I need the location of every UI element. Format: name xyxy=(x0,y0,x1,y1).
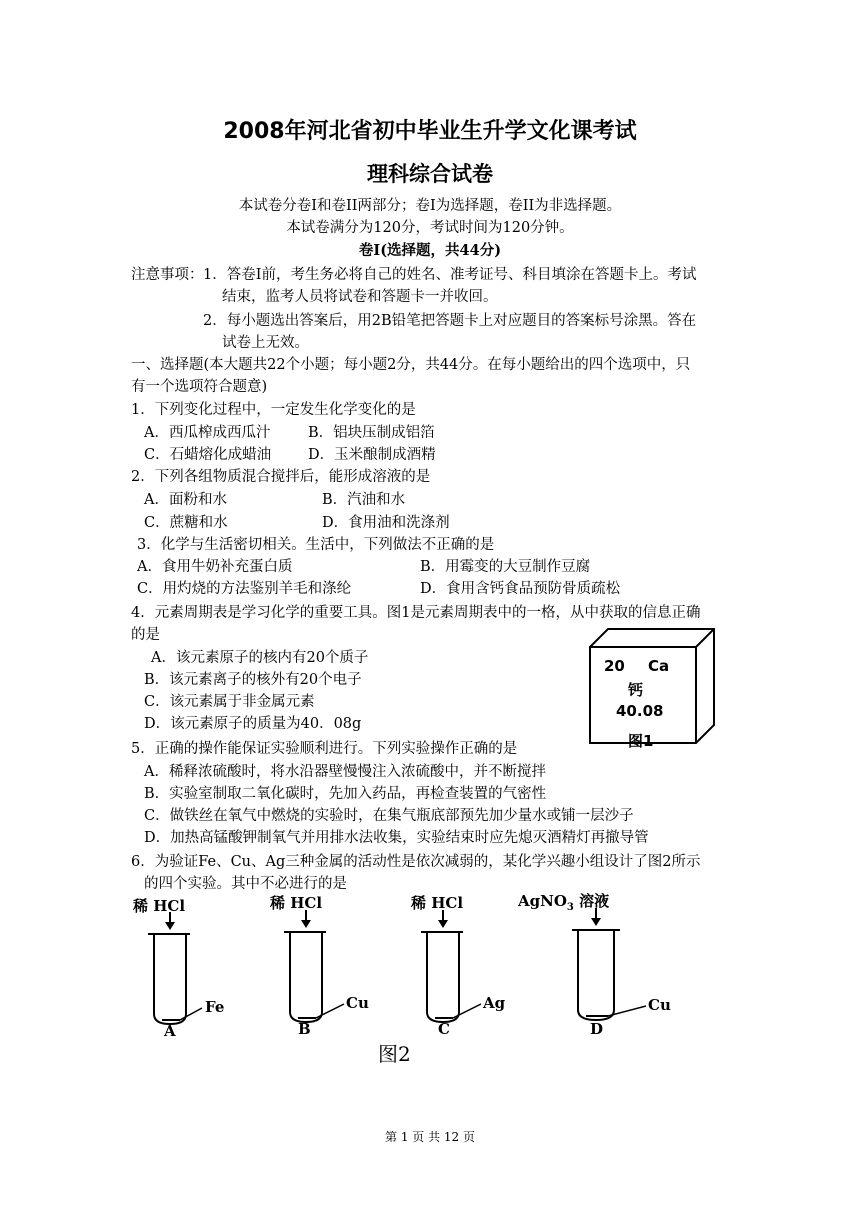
notes-label: 注意事项： xyxy=(131,267,204,283)
page-footer: 第 1 页 共 12 页 xyxy=(385,1130,475,1144)
atomic-number: 20 xyxy=(604,657,625,675)
tube-a-letter: A xyxy=(164,1022,176,1040)
q3-option-a: A．食用牛奶补充蛋白质 xyxy=(137,559,293,575)
q5-option-d: D．加热高锰酸钾制氧气并用排水法收集，实验结束时应先熄灭酒精灯再撤导管 xyxy=(144,830,649,846)
tube-a-metal-label: Fe xyxy=(205,998,225,1016)
figure-1 xyxy=(588,627,720,759)
intro-line-1: 本试卷分卷I和卷II两部分；卷I为选择题，卷II为非选择题。 xyxy=(238,198,622,214)
q3-option-b: B．用霉变的大豆制作豆腐 xyxy=(420,559,591,575)
q6-stem-line-1: 6．为验证Fe、Cu、Ag三种金属的活动性是依次减弱的，某化学兴趣小组设计了图2所示 xyxy=(131,854,701,870)
q3-option-c: C．用灼烧的方法鉴别羊毛和涤纶 xyxy=(137,581,352,597)
note-1-line-2: 结束，监考人员将试卷和答题卡一并收回。 xyxy=(222,289,498,305)
figure-2 xyxy=(0,890,860,1080)
q4-stem-line-1: 4．元素周期表是学习化学的重要工具。图1是元素周期表中的一格，从中获取的信息正确 xyxy=(131,605,701,621)
q5-option-b: B．实验室制取二氧化碳时，先加入药品，再检查装置的气密性 xyxy=(144,786,547,802)
figure-1-caption: 图1 xyxy=(628,732,654,750)
q3-option-d: D．食用含钙食品预防骨质疏松 xyxy=(420,581,621,597)
q1-option-a: A．西瓜榨成西瓜汁 xyxy=(144,425,271,441)
intro-line-2: 本试卷满分为120分，考试时间为120分钟。 xyxy=(286,220,574,236)
q6-stem-line-2: 的四个实验。其中不必进行的是 xyxy=(144,876,347,892)
q3-stem: 3．化学与生活密切相关。生活中，下列做法不正确的是 xyxy=(137,537,495,553)
q5-option-c: C．做铁丝在氧气中燃烧的实验时，在集气瓶底部预先加少量水或铺一层沙子 xyxy=(144,808,634,824)
q4-option-d: D．该元素原子的质量为40．08g xyxy=(144,716,362,732)
q1-option-c: C．石蜡熔化成蜡油 xyxy=(144,447,272,463)
element-symbol: Ca xyxy=(648,657,670,675)
section-title: 卷I(选择题，共44分) xyxy=(358,242,502,259)
part1-instructions-line-1: 一、选择题(本大题共22个小题；每小题2分，共44分。在每小题给出的四个选项中，只 xyxy=(131,357,691,373)
q1-option-d: D．玉米酿制成酒精 xyxy=(308,447,436,463)
tube-d-letter: D xyxy=(590,1020,604,1038)
atomic-mass: 40.08 xyxy=(616,702,664,720)
q2-option-a: A．面粉和水 xyxy=(144,492,227,508)
note-2-line-2: 试卷上无效。 xyxy=(222,335,309,351)
tube-d-reagent-subscript: 3 xyxy=(566,902,574,913)
q1-stem: 1．下列变化过程中，一定发生化学变化的是 xyxy=(131,402,416,418)
tube-c-reagent-label: 稀 HCl xyxy=(411,894,464,912)
tube-b-reagent-label: 稀 HCl xyxy=(270,894,323,912)
tube-a-reagent-label: 稀 HCl xyxy=(133,897,186,915)
test-tube-a xyxy=(140,910,240,1030)
tube-b-metal-label: Cu xyxy=(346,994,369,1012)
q2-option-d: D．食用油和洗涤剂 xyxy=(322,515,450,531)
tube-b-letter: B xyxy=(298,1020,311,1038)
figure-2-caption: 图2 xyxy=(378,1042,411,1066)
q4-stem-line-2: 的是 xyxy=(131,627,160,643)
exam-title: 2008年河北省初中毕业生升学文化课考试 xyxy=(223,119,637,144)
q4-option-a: A．该元素原子的核内有20个质子 xyxy=(151,650,369,666)
q2-option-c: C．蔗糖和水 xyxy=(144,515,228,531)
paper-subtitle: 理科综合试卷 xyxy=(367,162,493,186)
tube-c-letter: C xyxy=(438,1020,450,1038)
element-name: 钙 xyxy=(628,681,644,699)
q5-option-a: A．稀释浓硫酸时，将水沿器壁慢慢注入浓硫酸中，并不断搅拌 xyxy=(144,764,546,780)
tube-d-reagent-formula: AgNO xyxy=(518,892,567,910)
q1-option-b: B．铝块压制成铝箔 xyxy=(308,425,435,441)
part1-instructions-line-2: 有一个选项符合题意) xyxy=(131,379,268,395)
q2-stem: 2．下列各组物质混合搅拌后，能形成溶液的是 xyxy=(131,469,431,485)
element-cell-box xyxy=(588,627,720,759)
q2-option-b: B．汽油和水 xyxy=(322,492,406,508)
tube-d-metal-label: Cu xyxy=(648,996,671,1014)
q4-option-c: C．该元素属于非金属元素 xyxy=(144,694,315,710)
note-2-line-1: 2．每小题选出答案后，用2B铅笔把答题卡上对应题目的答案标号涂黑。答在 xyxy=(203,313,697,329)
note-1-line-1: 1．答卷I前，考生务必将自己的姓名、准考证号、科目填涂在答题卡上。考试 xyxy=(203,267,697,283)
q5-stem: 5．正确的操作能保证实验顺利进行。下列实验操作正确的是 xyxy=(131,741,518,757)
q4-option-b: B．该元素离子的核外有20个电子 xyxy=(144,672,362,688)
tube-d-reagent-solution: 溶液 xyxy=(573,892,610,910)
tube-c-metal-label: Ag xyxy=(483,994,506,1012)
